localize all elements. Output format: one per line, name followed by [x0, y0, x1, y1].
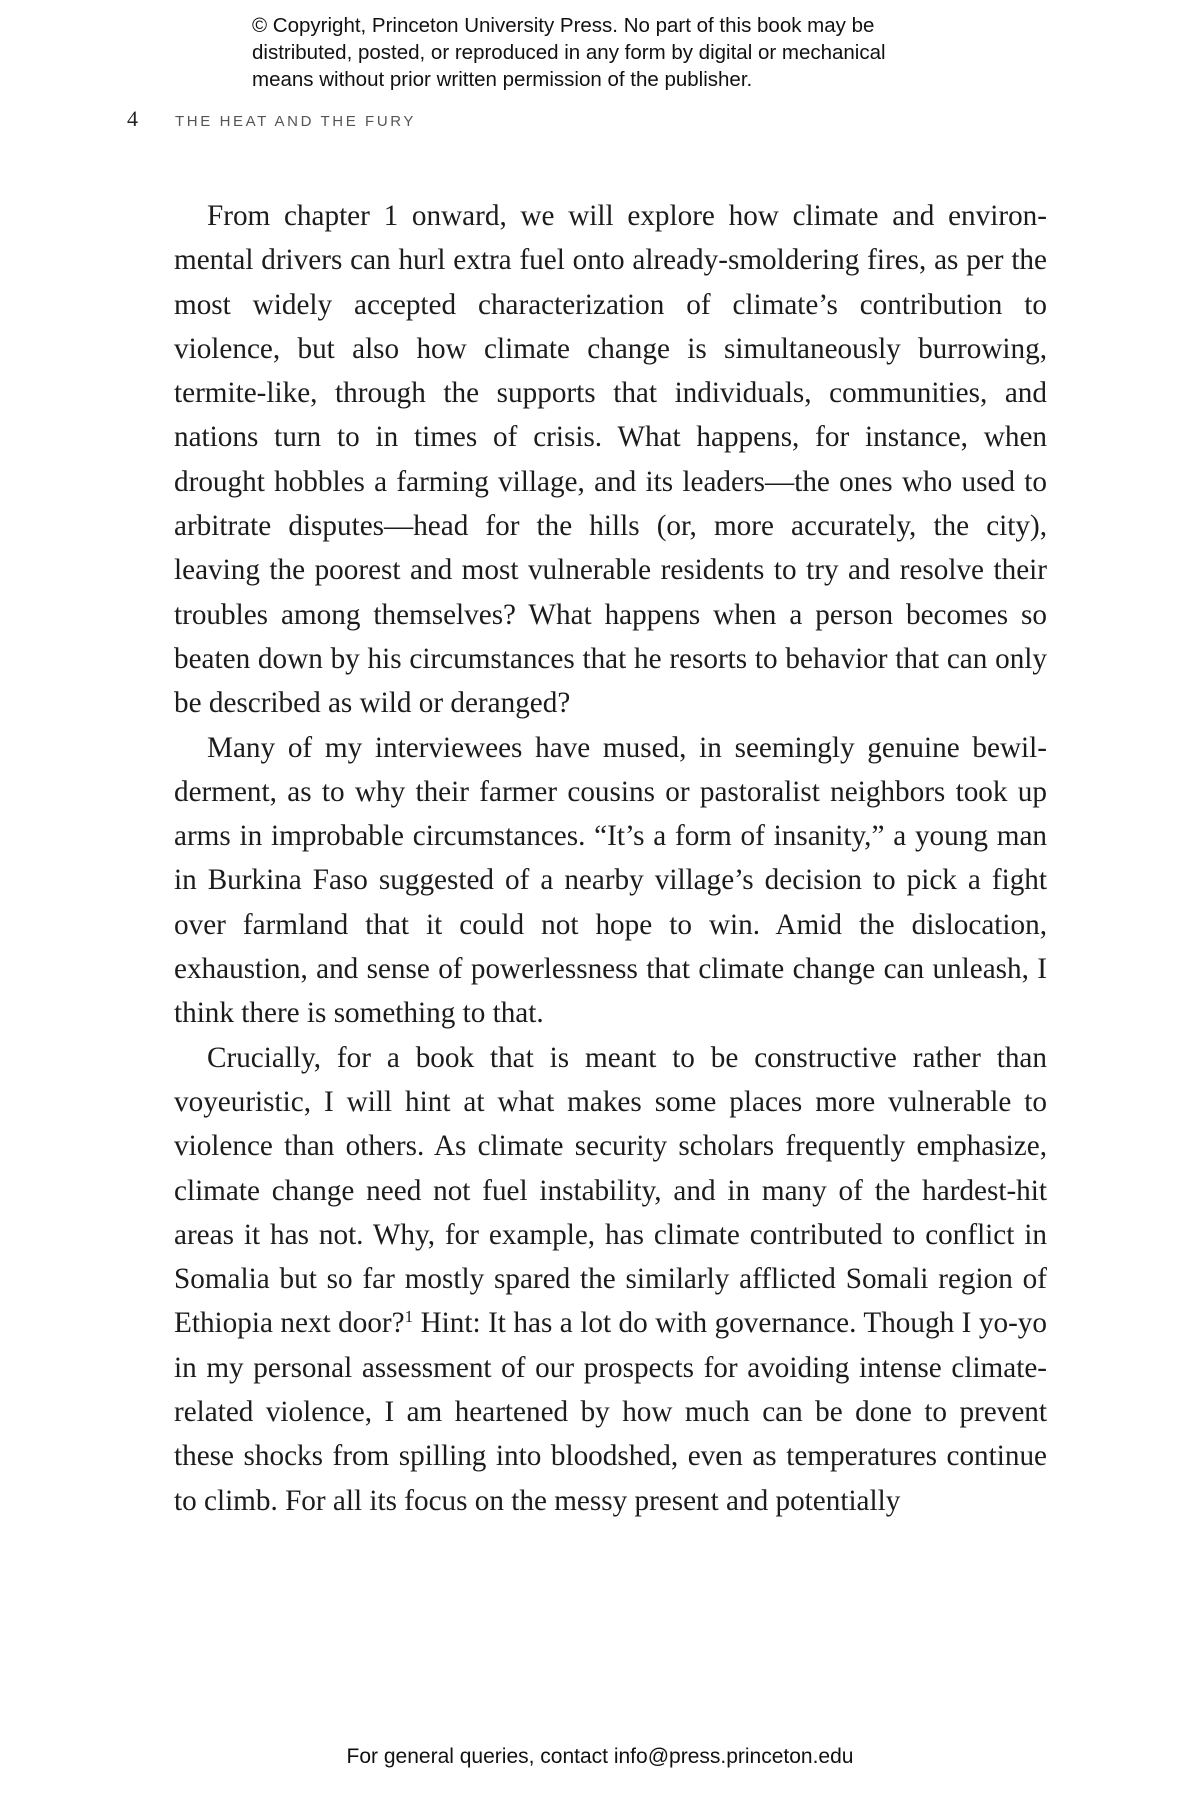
- body-text: [174, 194, 1047, 1523]
- book-title: THE HEAT AND THE FURY: [175, 113, 417, 130]
- paragraph: [174, 726, 1047, 1036]
- paragraph-text: Many of my interviewees have mused, in seemingly genuine bewilderment, as to why their farmer cousins or pastoralist neighbors took up arms in improbable circumstances. “It’s a form of insanity,” a young man in Burkina Faso suggested of a nearby village’s decision to pick a fight over farmland that it could not hope to win. Amid the dislocation, exhaustion, and sense of powerlessness that climate change can unleash, I think there is something to that.: [174, 731, 1047, 1030]
- copyright-line: distributed, posted, or reproduced in any form by digital or mechanical: [252, 41, 886, 64]
- copyright-notice: [252, 12, 992, 93]
- copyright-line: © Copyright, Princeton University Press. No part of this book may be: [252, 14, 875, 37]
- paragraph-text: Hint: It has a lot do with governance. Though I yo-yo in my personal assessment of our prospects for avoiding intense climate-related violence, I am heartened by how much can be done to prevent these shocks from spilling into bloodshed, even as temperatures continue to climb. For all its focus on the messy present and potentially: [174, 1307, 1047, 1517]
- running-head: [127, 106, 416, 136]
- paragraph-text: Crucially, for a book that is meant to be constructive rather than voyeuristic, I will hint at what makes some places more vulnerable to violence than others. As climate security scholars frequently emphasize, climate change need not fuel instability, and in many of the hardest-hit areas it has not. Why, for example, has climate contributed to conflict in Somalia but so far mostly spared the similarly afflicted Somali region of Ethiopia next door?: [174, 1041, 1047, 1340]
- footer-contact: For general queries, contact info@press.princeton.edu: [346, 1745, 854, 1768]
- paragraph: [174, 1036, 1047, 1523]
- page-number: 4: [127, 106, 138, 131]
- footnote-marker[interactable]: 1: [404, 1307, 414, 1327]
- copyright-line: means without prior written permission of the publisher.: [252, 68, 753, 91]
- paragraph: From chapter 1 onward, we will explore how climate and environmental drivers can hurl extra fuel onto already-smoldering fires, as per the most widely accepted characterization of climate’s contribution to violence, but also how climate change is simultaneously burrowing, termite-like, through the supports that individuals, communities, and nations turn to in times of crisis. What happens, for instance, when drought hobbles a farming village, and its leaders—the ones who used to arbitrate disputes—head for the hills (or, more accurately, the city), leaving the poorest and most vulnerable residents to try and resolve their troubles among themselves? What happens when a person becomes so beaten down by his circumstances that he resorts to behavior that can only be described as wild or deranged?: [174, 200, 1047, 720]
